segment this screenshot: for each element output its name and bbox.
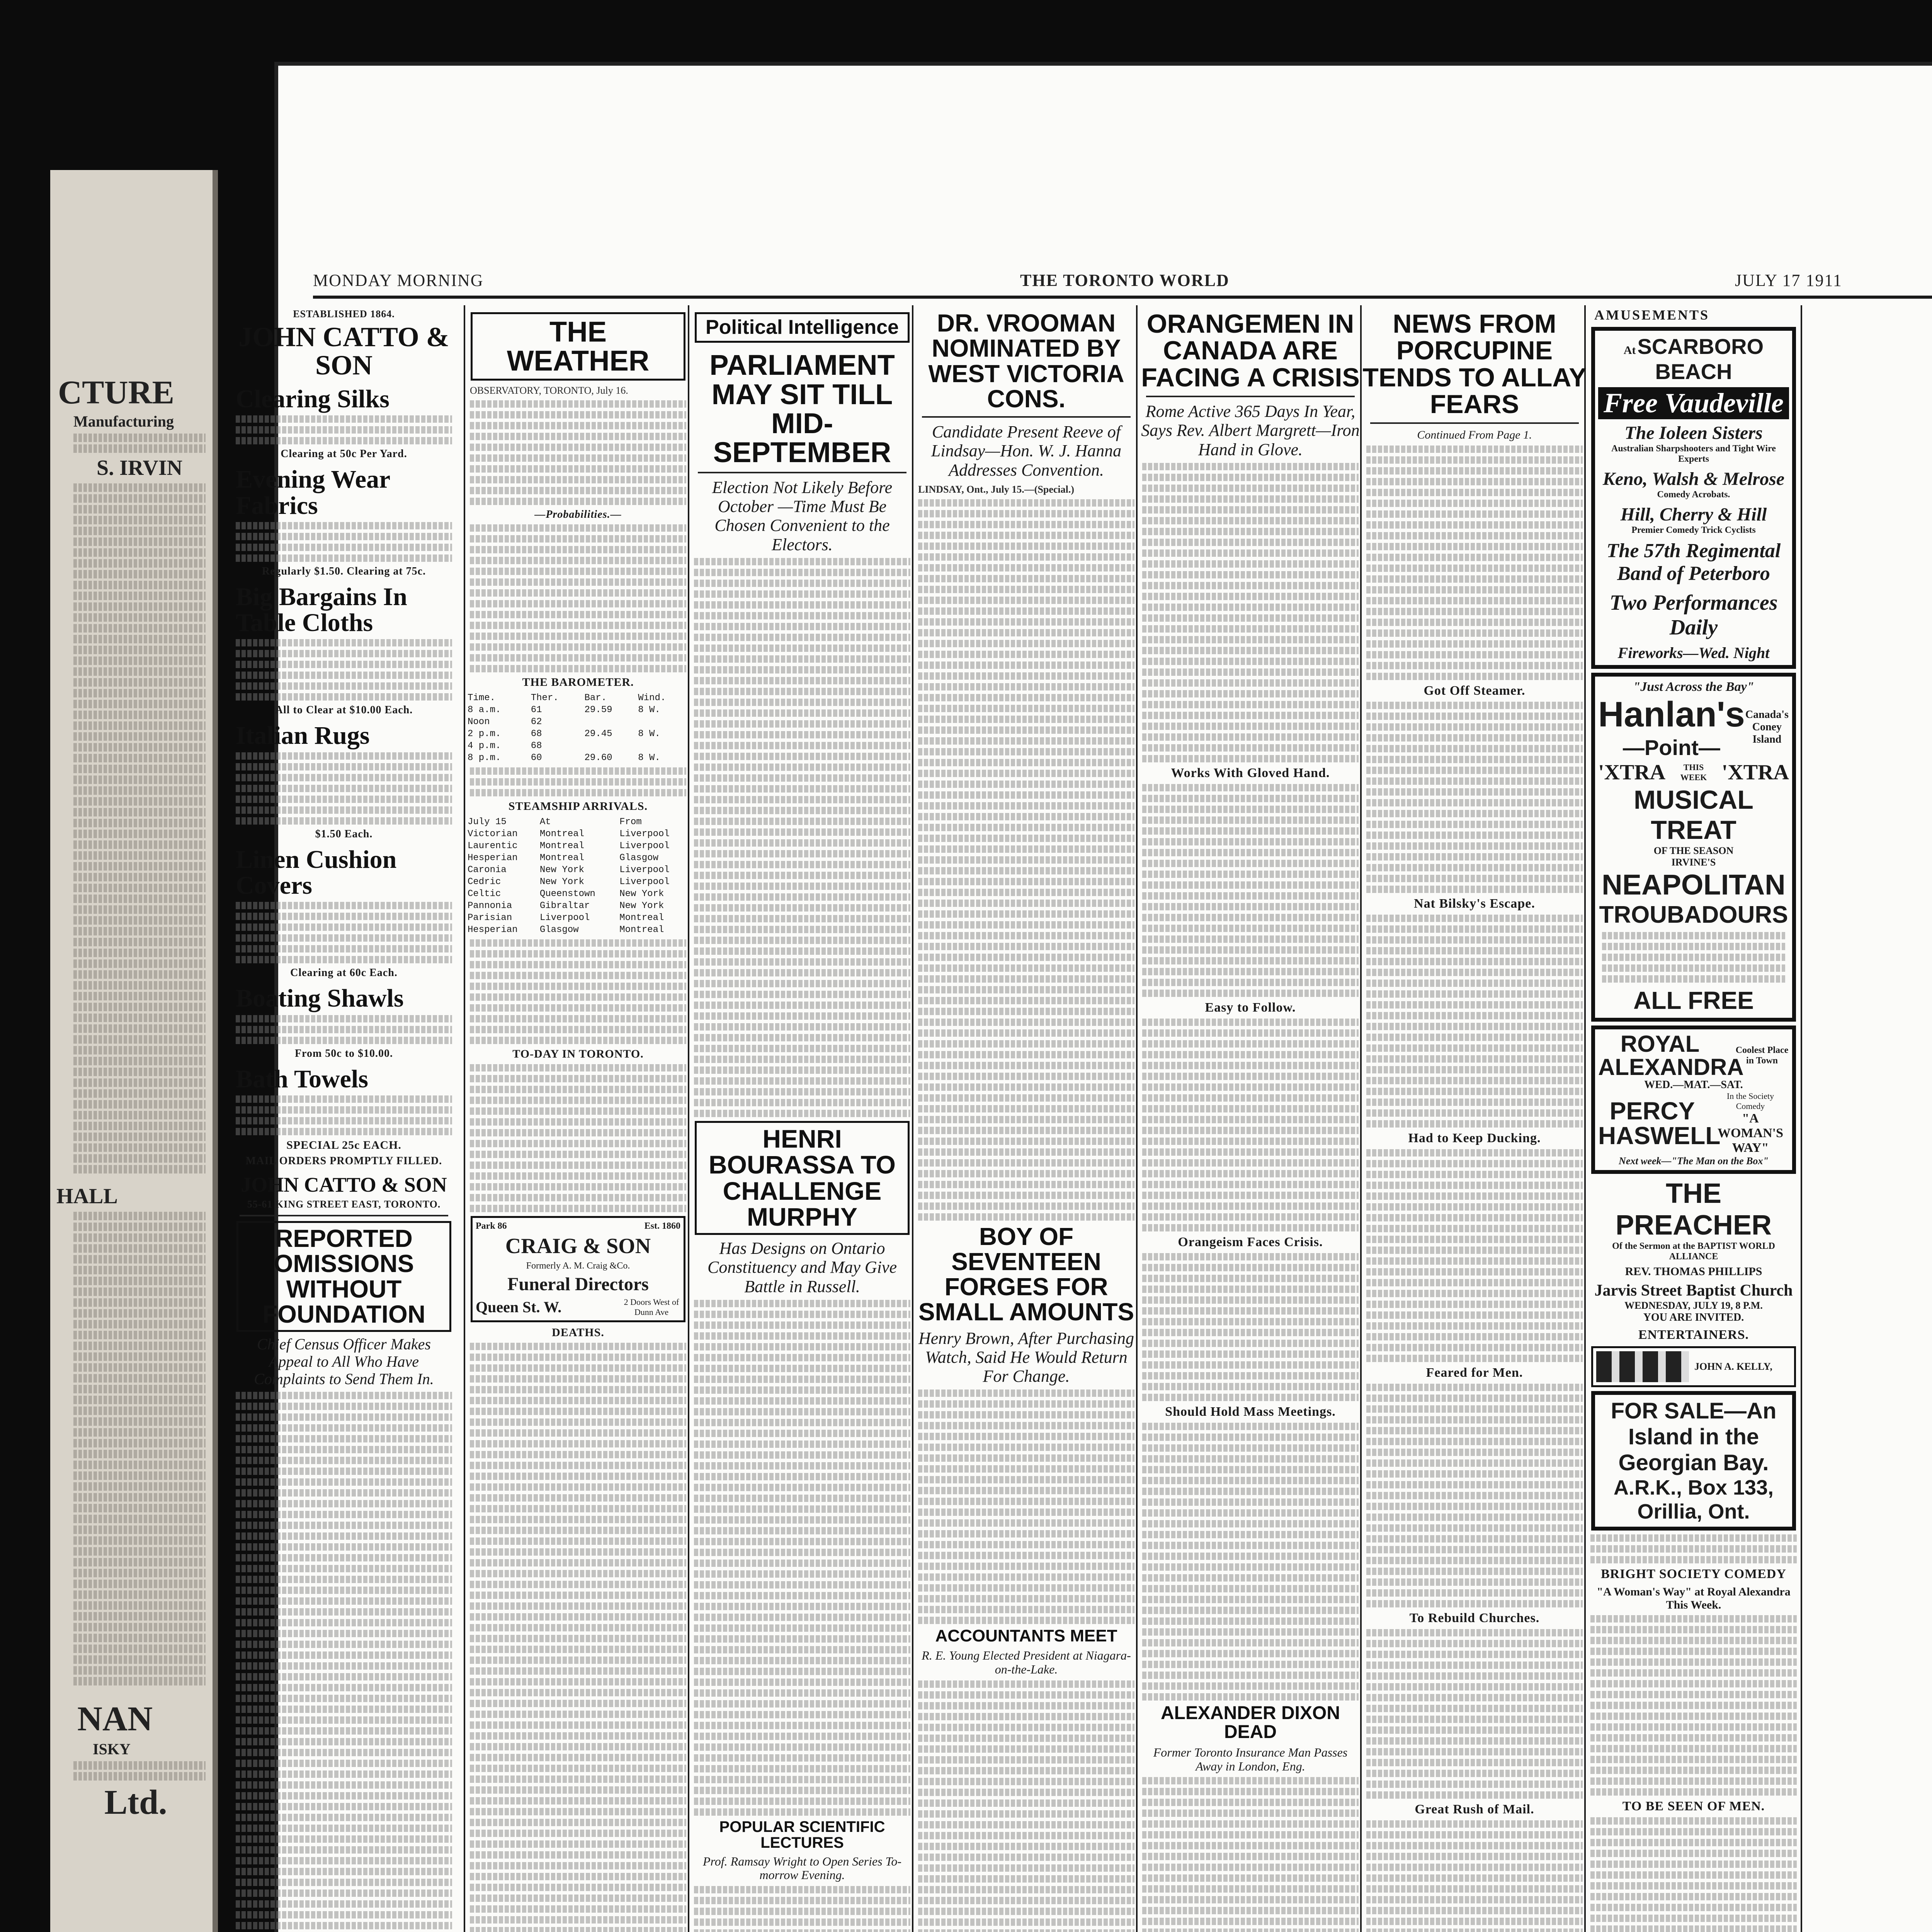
- catto-head-silks: Clearing Silks: [236, 384, 389, 413]
- porcupine-continued: Continued From Page 1.: [1417, 429, 1532, 442]
- left-word-6: ISKY: [93, 1740, 131, 1758]
- left-word-1: CTURE: [58, 374, 175, 411]
- steamship-col-date: July 15: [468, 816, 507, 827]
- scarboro-beach-ad: [1591, 327, 1796, 669]
- xtra-right: 'XTRA: [1721, 760, 1789, 784]
- troubadours: TROUBADOURS: [1599, 901, 1788, 928]
- entertainers-head: ENTERTAINERS.: [1638, 1328, 1749, 1342]
- craig-son-ad: [471, 1216, 685, 1322]
- catto-price-shawls: From 50c to $10.00.: [294, 1047, 393, 1060]
- barometer-col-time: Time.: [468, 692, 496, 703]
- running-head: [313, 270, 1932, 294]
- seen-of-men-head: TO BE SEEN OF MEN.: [1622, 1799, 1765, 1814]
- irvines: IRVINE'S: [1671, 857, 1716, 868]
- barometer-cell: 68: [531, 740, 542, 751]
- column-rule-7: [1801, 305, 1802, 1932]
- kelly-masks-image: [1596, 1351, 1689, 1382]
- barometer-cell: [583, 740, 636, 752]
- catto-firm: JOHN CATTO & SON: [238, 321, 449, 381]
- left-word-3: S. IRVIN: [97, 456, 183, 480]
- this-week: THIS WEEK: [1680, 762, 1707, 782]
- for-sale: FOR SALE—An Island in the Georgian Bay.: [1611, 1398, 1777, 1475]
- left-word-5: NAN: [77, 1699, 153, 1738]
- barometer-cell: Noon: [468, 716, 490, 727]
- orangemen-headline: ORANGEMEN IN CANADA ARE FACING A CRISIS: [1141, 309, 1360, 392]
- steamship-cell: Pannonia: [468, 900, 512, 911]
- barometer-cell: [583, 716, 636, 728]
- today-head: TO-DAY IN TORONTO.: [512, 1047, 644, 1060]
- barometer-cell: 8 W.: [638, 752, 660, 763]
- lectures-headline: POPULAR SCIENTIFIC LECTURES: [719, 1818, 885, 1851]
- left-word-7: Ltd.: [104, 1783, 167, 1822]
- womans-way: "A WOMAN'S WAY": [1718, 1111, 1783, 1155]
- barometer-cell: 29.60: [584, 752, 612, 763]
- orangemen-subhead: Rome Active 365 Days In Year, Says Rev. Albert Margrett—Iron Hand in Glove.: [1141, 402, 1360, 459]
- catto-head-evening: Evening Wear Fabrics: [236, 465, 390, 520]
- barometer-cell: 2 p.m.: [468, 728, 501, 739]
- jarvis-church: Jarvis Street Baptist Church: [1594, 1282, 1793, 1299]
- vrooman-subhead: Candidate Present Reeve of Lindsay—Hon. W. J. Hanna Addresses Convention.: [931, 422, 1122, 480]
- craig-est: Est. 1860: [644, 1221, 680, 1231]
- amusements-label: AMUSEMENTS: [1594, 307, 1710, 323]
- dixon-headline: ALEXANDER DIXON DEAD: [1160, 1702, 1340, 1742]
- craig-street: Queen St. W.: [476, 1298, 562, 1316]
- steamship-cell: Queenstown: [539, 888, 595, 899]
- barometer-cell: 60: [531, 752, 542, 763]
- act-2-name: Keno, Walsh & Melrose: [1602, 469, 1785, 489]
- barometer-col-bar: Bar.: [584, 692, 607, 703]
- steamship-cell: Montreal: [539, 852, 585, 863]
- scarboro-at: At: [1623, 344, 1636, 357]
- steamship-table: [466, 816, 690, 936]
- act-1-desc: Australian Sharpshooters and Tight Wire Experts: [1611, 444, 1776, 464]
- steamship-cell: Glasgow: [619, 852, 658, 863]
- accountants-subhead: R. E. Young Elected President at Niagara-on-the-Lake.: [922, 1648, 1131, 1677]
- next-week: Next week—"The Man on the Box": [1619, 1155, 1769, 1167]
- steamship-cell: Liverpool: [619, 876, 670, 887]
- wed-mat-sat: WED.—MAT.—SAT.: [1644, 1079, 1743, 1091]
- craig-service: Funeral Directors: [507, 1274, 649, 1294]
- orange-subhead-1: Works With Gloved Hand.: [1171, 765, 1330, 780]
- census-headline: REPORTED OMISSIONS WITHOUT FOUNDATION: [262, 1225, 425, 1328]
- hanlan-tagline: "Just Across the Bay": [1633, 680, 1754, 694]
- kelly-ad: [1591, 1346, 1796, 1387]
- barometer-cell: 8 p.m.: [468, 752, 501, 763]
- orillia: Orillia, Ont.: [1637, 1500, 1750, 1523]
- act-3-desc: Premier Comedy Trick Cyclists: [1631, 525, 1756, 535]
- column-5: [1138, 305, 1362, 1932]
- political-tag-box: [695, 312, 910, 343]
- steamship-cell: Victorian: [468, 828, 518, 839]
- barometer-head: THE BAROMETER.: [522, 675, 634, 689]
- deaths-head: DEATHS.: [552, 1326, 604, 1339]
- catto-head-tablecloths: Big Bargains In Table Cloths: [236, 582, 407, 637]
- steamship-cell: Montreal: [619, 912, 664, 923]
- column-1: [232, 305, 456, 1932]
- political-tag: Political Intelligence: [706, 316, 899, 338]
- left-word-4: HALL: [56, 1184, 118, 1209]
- barometer-cell: 68: [531, 728, 542, 739]
- all-free: ALL FREE: [1633, 986, 1754, 1014]
- the-preacher: THE PREACHER: [1615, 1178, 1772, 1241]
- bright-society-sub: "A Woman's Way" at Royal Alexandra This Week.: [1597, 1585, 1791, 1611]
- steamship-head: STEAMSHIP ARRIVALS.: [508, 799, 648, 813]
- hanlan-coney-island: Canada's Coney Island: [1745, 709, 1789, 745]
- barometer-cell: 4 p.m.: [468, 740, 501, 751]
- craig-phone: Park 86: [476, 1221, 507, 1231]
- orange-subhead-3: Orangeism Faces Crisis.: [1178, 1235, 1323, 1249]
- barometer-cell: [636, 740, 690, 752]
- church-date: WEDNESDAY, JULY 19, 8 P.M.: [1624, 1300, 1763, 1311]
- orange-subhead-2: Easy to Follow.: [1205, 1000, 1296, 1015]
- barometer-cell: 62: [531, 716, 542, 727]
- census-headline-box: [236, 1221, 451, 1332]
- steamship-col-from: From: [619, 816, 642, 827]
- porcupine-sub-4: Feared for Men.: [1426, 1366, 1523, 1380]
- in-society-comedy: In the Society Comedy: [1726, 1091, 1774, 1111]
- act-3-name: Hill, Cherry & Hill: [1620, 504, 1767, 525]
- musical-treat: MUSICAL TREAT: [1634, 785, 1753, 845]
- xtra-left: 'XTRA: [1598, 760, 1666, 784]
- catto-footer-address: 55-61 KING STREET EAST, TORONTO.: [247, 1199, 441, 1210]
- steamship-cell: Liverpool: [619, 840, 670, 851]
- hanlan-name: Hanlan's: [1598, 695, 1745, 734]
- steamship-cell: Hesperian: [468, 852, 518, 863]
- steamship-cell: Montreal: [539, 840, 585, 851]
- column-3: [690, 305, 914, 1932]
- barometer-col-wind: Wind.: [638, 692, 666, 703]
- steamship-cell: New York: [619, 900, 664, 911]
- steamship-cell: Montreal: [539, 828, 585, 839]
- steamship-cell: New York: [619, 888, 664, 899]
- paper-name: THE TORONTO WORLD: [1020, 271, 1230, 290]
- catto-footer-firm: JOHN CATTO & SON: [241, 1173, 447, 1196]
- barometer-col-ther: Ther.: [531, 692, 559, 703]
- catto-price-evening: Regularly $1.50. Clearing at 75c.: [262, 565, 426, 577]
- catto-head-cushion: Linen Cushion Covers: [236, 845, 397, 900]
- barometer-cell: [636, 716, 690, 728]
- lectures-subhead: Prof. Ramsay Wright to Open Series To-morrow Evening.: [702, 1854, 902, 1882]
- weather-head-box: [471, 312, 685, 381]
- census-subhead: Chief Census Officer Makes Appeal to All Who Have Complaints to Send Them In.: [254, 1335, 434, 1388]
- catto-price-towels: SPECIAL 25c EACH.: [286, 1139, 401, 1151]
- catto-price-cushion: Clearing at 60c Each.: [290, 967, 398, 979]
- steamship-cell: Celtic: [468, 888, 501, 899]
- act-4-desc: Band of Peterboro: [1617, 563, 1770, 585]
- vrooman-dateline: LINDSAY, Ont., July 15.—(Special.): [918, 483, 1075, 495]
- header-rule: [313, 296, 1932, 299]
- royal-alexandra-ad: [1591, 1026, 1796, 1174]
- craig-name: CRAIG & SON: [505, 1234, 651, 1258]
- catto-mail-orders: MAIL ORDERS PROMPTLY FILLED.: [245, 1155, 442, 1167]
- craig-doors: 2 Doors West of Dunn Ave: [624, 1297, 679, 1317]
- forger-subhead: Henry Brown, After Purchasing Watch, Said He Would Return For Change.: [918, 1328, 1134, 1386]
- steamship-cell: Liverpool: [619, 828, 670, 839]
- preacher-ad: [1590, 1178, 1797, 1324]
- two-performances: Two Performances Daily: [1609, 591, 1778, 639]
- preacher-sub: Of the Sermon at the BAPTIST WORLD ALLIANCE: [1612, 1241, 1775, 1262]
- neapolitan: NEAPOLITAN: [1602, 869, 1786, 901]
- steamship-col-at: At: [539, 816, 551, 827]
- barometer-table: [466, 692, 690, 764]
- barometer-cell: 8 W.: [638, 704, 660, 715]
- percy-haswell: PERCY HASWELL: [1598, 1097, 1721, 1150]
- royal-alexandra: ROYAL ALEXANDRA: [1598, 1031, 1744, 1080]
- catto-head-shawls: Boating Shawls: [236, 984, 404, 1013]
- steamship-cell: Caronia: [468, 864, 507, 875]
- of-the-season: OF THE SEASON: [1653, 845, 1734, 856]
- act-1-name: The Ioleen Sisters: [1624, 423, 1763, 443]
- bourassa-headline: HENRI BOURASSA TO CHALLENGE MURPHY: [708, 1124, 896, 1231]
- vrooman-headline: DR. VROOMAN NOMINATED BY WEST VICTORIA CONS.: [928, 309, 1124, 413]
- column-2: [466, 305, 690, 1932]
- steamship-cell: New York: [539, 876, 585, 887]
- porcupine-sub-1: Got Off Steamer.: [1423, 684, 1526, 698]
- barometer-cell: 29.45: [584, 728, 612, 739]
- column-rule-1: [464, 305, 465, 1932]
- porcupine-sub-5: To Rebuild Churches.: [1409, 1611, 1540, 1626]
- forger-headline: BOY OF SEVENTEEN FORGES FOR SMALL AMOUNTS: [918, 1222, 1134, 1326]
- date-label: JULY 17 1911: [1735, 271, 1842, 290]
- island-for-sale-ad: [1591, 1391, 1796, 1531]
- bourassa-headline-box: [695, 1121, 910, 1235]
- catto-price-silks: Clearing at 50c Per Yard.: [281, 448, 407, 460]
- preacher-name: REV. THOMAS PHILLIPS: [1625, 1265, 1762, 1278]
- you-are-invited: YOU ARE INVITED.: [1643, 1311, 1744, 1323]
- parliament-headline: PARLIAMENT MAY SIT TILL MID-SEPTEMBER: [709, 349, 895, 469]
- previous-page-edge: [50, 170, 218, 1932]
- dixon-subhead: Former Toronto Insurance Man Passes Away in London, Eng.: [1153, 1745, 1348, 1773]
- steamship-cell: Gibraltar: [539, 900, 590, 911]
- porcupine-sub-3: Had to Keep Ducking.: [1408, 1131, 1541, 1146]
- steamship-cell: Parisian: [468, 912, 512, 923]
- catto-head-towels: Bath Towels: [236, 1065, 368, 1093]
- craig-formerly: Formerly A. M. Craig &Co.: [526, 1260, 630, 1271]
- weather-dateline: OBSERVATORY, TORONTO, July 16.: [470, 384, 628, 396]
- accountants-headline: ACCOUNTANTS MEET: [935, 1626, 1117, 1646]
- steamship-cell: Glasgow: [539, 924, 579, 935]
- catto-established: ESTABLISHED 1864.: [293, 308, 395, 320]
- hanlans-point-ad: [1591, 673, 1796, 1022]
- box-133: A.R.K., Box 133,: [1613, 1476, 1774, 1499]
- steamship-cell: Laurentic: [468, 840, 518, 851]
- barometer-cell: 8 W.: [638, 728, 660, 739]
- steamship-cell: Hesperian: [468, 924, 518, 935]
- barometer-cell: 29.59: [584, 704, 612, 715]
- steamship-cell: Montreal: [619, 924, 664, 935]
- steamship-cell: Liverpool: [539, 912, 590, 923]
- bright-society-head: BRIGHT SOCIETY COMEDY: [1600, 1567, 1787, 1581]
- kelly-name: JOHN A. KELLY,: [1694, 1361, 1772, 1372]
- day-label: MONDAY MORNING: [313, 271, 484, 290]
- fireworks: Fireworks—Wed. Night: [1617, 644, 1770, 662]
- weather-head: THE WEATHER: [507, 316, 650, 377]
- column-6: [1362, 305, 1587, 1932]
- act-2-desc: Comedy Acrobats.: [1657, 490, 1730, 500]
- catto-head-rugs: Italian Rugs: [236, 721, 370, 750]
- porcupine-headline: NEWS FROM PORCUPINE TENDS TO ALLAY FEARS: [1362, 309, 1587, 419]
- weather-probabilities: —Probabilities.—: [534, 508, 622, 520]
- orange-subhead-4: Should Hold Mass Meetings.: [1165, 1404, 1336, 1419]
- barometer-cell: 8 a.m.: [468, 704, 501, 715]
- steamship-cell: Liverpool: [619, 864, 670, 875]
- steamship-cell: Cedric: [468, 876, 501, 887]
- scarboro-name: SCARBORO BEACH: [1637, 334, 1764, 384]
- column-7: [1587, 305, 1801, 1932]
- free-vaudeville: Free Vaudeville: [1598, 387, 1789, 419]
- coolest-place: Coolest Place in Town: [1735, 1045, 1789, 1066]
- catto-price-rugs: $1.50 Each.: [315, 828, 373, 840]
- steamship-cell: New York: [539, 864, 585, 875]
- porcupine-sub-2: Nat Bilsky's Escape.: [1414, 896, 1535, 911]
- act-4-name: The 57th Regimental: [1606, 540, 1781, 562]
- barometer-cell: 61: [531, 704, 542, 715]
- left-word-2: Manufacturing: [73, 413, 174, 430]
- bourassa-subhead: Has Designs on Ontario Constituency and May Give Battle in Russell.: [707, 1239, 897, 1296]
- parliament-subhead: Election Not Likely Before October —Time Must Be Chosen Convenient to the Electors.: [712, 478, 893, 554]
- porcupine-sub-6: Great Rush of Mail.: [1415, 1802, 1534, 1817]
- column-4: [914, 305, 1138, 1932]
- hanlan-point: —Point—: [1622, 735, 1720, 760]
- catto-price-tablecloths: All to Clear at $10.00 Each.: [275, 704, 413, 716]
